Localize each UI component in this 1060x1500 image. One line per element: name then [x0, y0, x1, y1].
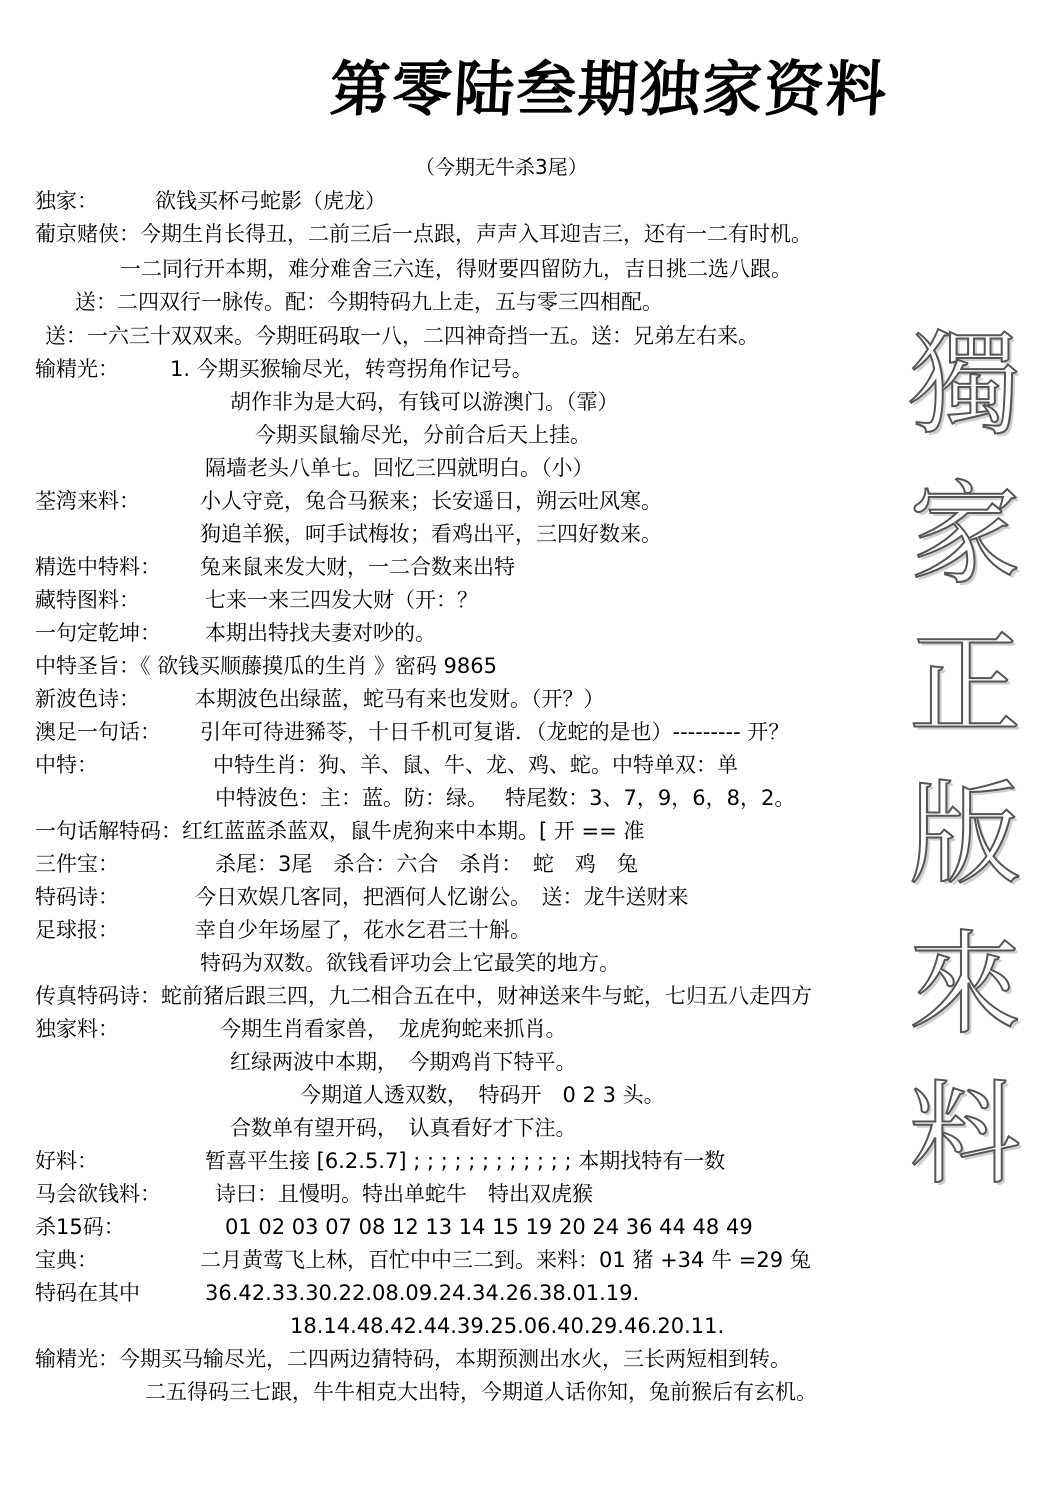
row-label: 特码诗： [35, 885, 119, 909]
row-text: 杀尾：3尾 杀合：六合 杀肖： 蛇 鸡 兔 [215, 852, 638, 876]
row-label: 一句定乾坤： [35, 621, 161, 645]
row-label: 马会欲钱料： [35, 1182, 161, 1206]
row-text: 引年可待进豨苓，十日千机可复谐．（龙蛇的是也）--------- 开？ [200, 720, 790, 744]
row-text: 今期买鼠输尽光，分前合后天上挂。 [255, 423, 591, 447]
row-text: 今期生肖长得丑，二前三后一点跟，声声入耳迎吉三，还有一二有时机。 [140, 222, 812, 246]
row-label: 精选中特料： [35, 555, 161, 579]
row-text: 兔来鼠来发大财，一二合数来出特 [200, 555, 515, 579]
row-label: 中特： [35, 753, 98, 777]
row-text: 中特圣旨：《 欲钱买顺藤摸瓜的生肖 》密码 9865 [35, 654, 497, 678]
row-text: 小人守竞，兔合马猴来；长安遥日，朔云吐风寒。 [200, 489, 662, 513]
page-subtitle: （今期无牛杀3尾） [415, 155, 588, 179]
row-text: 特码为双数。欲钱看评功会上它最笑的地方。 [200, 951, 620, 975]
row-label: 三件宝： [35, 852, 119, 876]
row-text: 36.42.33.30.22.08.09.24.34.26.38.01.19. [205, 1281, 640, 1305]
row-text: 输精光：今期买马输尽光，二四两边猜特码，本期预测出水火，三长两短相到转。 [35, 1347, 791, 1371]
row-text: 隔墙老头八单七。回忆三四就明白。（小） [205, 456, 594, 480]
row-text: 传真特码诗：蛇前猪后跟三四，九二相合五在中，财神送来牛与蛇，七归五八走四方 [35, 984, 812, 1008]
row-label: 藏特图料： [35, 588, 140, 612]
row-label: 输精光： [35, 357, 119, 381]
row-label: 葡京赌侠： [35, 222, 140, 246]
side-banner-char: 料 [909, 1070, 1021, 1200]
side-banner-char: 家 [909, 470, 1021, 600]
row-label: 独家料： [35, 1017, 119, 1041]
side-banner-char: 獨 [909, 320, 1021, 450]
row-text: 暂喜平生接 [6.2.5.7] ; ; ; ; ; ; ; ; ; ; ; ; 本期找特有一数 [205, 1149, 726, 1173]
side-banner-char: 正 [909, 620, 1021, 750]
row-text: 送：一六三十双双来。今期旺码取一八，二四神奇挡一五。送：兄弟左右来。 [45, 324, 759, 348]
row-text: 胡作非为是大码，有钱可以游澳门。（霏） [230, 390, 619, 414]
row-text: 今期生肖看家兽， 龙虎狗蛇来抓肖。 [220, 1017, 567, 1041]
row-label: 独家： [35, 189, 98, 213]
row-text: 欲钱买杯弓蛇影（虎龙） [155, 189, 386, 213]
row-text: 送：二四双行一脉传。配：今期特码九上走，五与零三四相配。 [75, 290, 663, 314]
row-text: 今期道人透双数， 特码开 0 2 3 头。 [300, 1083, 665, 1107]
row-text: 18.14.48.42.44.39.25.06.40.29.46.20.11. [290, 1314, 725, 1338]
row-text: 红绿两波中本期， 今期鸡肖下特平。 [230, 1050, 577, 1074]
row-text: 幸自少年场屋了，花水乞君三十斛。 [195, 918, 531, 942]
side-banner-char: 版 [909, 770, 1021, 900]
row-text: 今日欢娱几客同，把酒何人忆谢公。 送：龙牛送财来 [195, 885, 689, 909]
row-text: 01 02 03 07 08 12 13 14 15 19 20 24 36 44 48 49 [225, 1215, 753, 1239]
row-label: 特码在其中 [35, 1281, 140, 1305]
row-text: 1. 今期买猴输尽光，转弯拐角作记号。 [170, 357, 533, 381]
row-label: 荃湾来料： [35, 489, 140, 513]
row-text: 中特波色：主：蓝。防：绿。 特尾数：3、7，9，6，8，2。 [215, 786, 796, 810]
row-text: 合数单有望开码， 认真看好才下注。 [230, 1116, 577, 1140]
row-label: 新波色诗： [35, 687, 140, 711]
row-text: 七来一来三四发大财（开：？ [205, 588, 478, 612]
row-label: 好料： [35, 1149, 98, 1173]
side-banner [905, 310, 1025, 1210]
row-text: 一句话解特码：红红蓝蓝杀蓝双，鼠牛虎狗来中本期。[ 开 == 准 [35, 819, 645, 843]
row-label: 宝典： [35, 1248, 98, 1272]
row-text: 本期出特找夫妻对吵的。 [205, 621, 436, 645]
row-label: 足球报： [35, 918, 119, 942]
row-label: 杀15码： [35, 1215, 125, 1239]
row-text: 一二同行开本期，难分难舍三六连，得财要四留防九，吉日挑二选八跟。 [120, 257, 792, 281]
row-text: 狗追羊猴，呵手试梅妆；看鸡出平，三四好数来。 [200, 522, 662, 546]
row-text: 本期波色出绿蓝，蛇马有来也发财。（开？） [195, 687, 605, 711]
row-text: 诗曰：且慢明。特出单蛇牛 特出双虎猴 [215, 1182, 593, 1206]
row-label: 澳足一句话： [35, 720, 161, 744]
page-title: 第零陆叁期独家资料 [328, 55, 890, 125]
side-banner-char: 來 [909, 920, 1021, 1050]
row-text: 二月黄莺飞上林，百忙中中三二到。来料：01 猪 +34 牛 =29 兔 [200, 1248, 811, 1272]
row-text: 二五得码三七跟，牛牛相克大出特，今期道人话你知，兔前猴后有玄机。 [145, 1380, 817, 1404]
row-text: 中特生肖：狗、羊、鼠、牛、龙、鸡、蛇。中特单双：单 [213, 753, 738, 777]
